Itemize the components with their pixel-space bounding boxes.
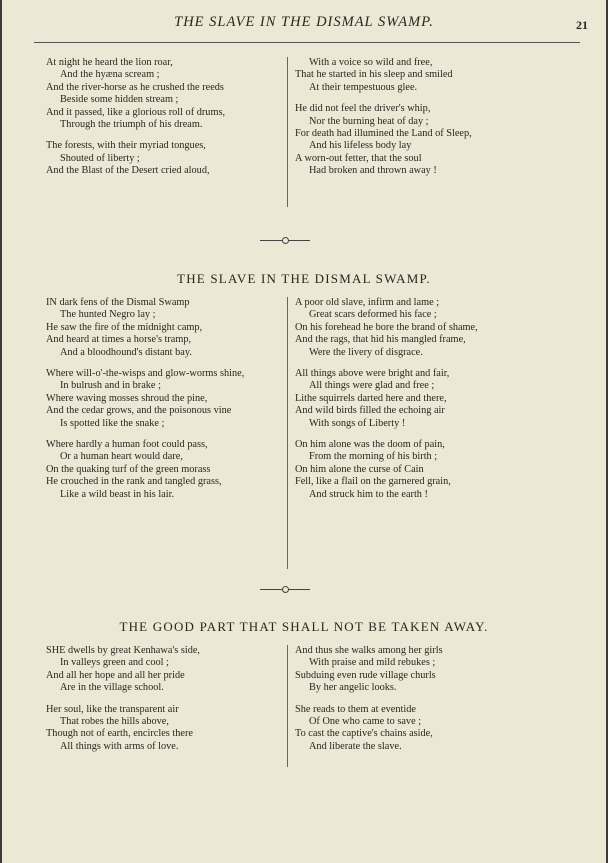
poem-line: Her soul, like the transparent air [46, 703, 179, 715]
poem-line: That robes the hills above, [60, 716, 169, 728]
poem-line: That he started in his sleep and smiled [295, 69, 453, 81]
poem-line: Where hardly a human foot could pass, [46, 439, 208, 451]
poem-line: Or a human heart would dare, [60, 451, 183, 463]
poem-line: A poor old slave, infirm and lame ; [295, 297, 440, 308]
poem-line: He crouched in the rank and tangled grass, [46, 476, 222, 488]
stanza [295, 439, 532, 501]
column-divider [287, 645, 288, 767]
poem-line: Lithe squirrels darted here and there, [295, 392, 447, 404]
poem-line: And his lifeless body lay [309, 140, 412, 152]
poem-line: All things above were bright and fair, [295, 368, 450, 380]
header-rule [34, 42, 580, 43]
poem-line: From the morning of his birth ; [309, 451, 438, 463]
poem-line: For death had illumined the Land of Sleep, [295, 128, 472, 140]
poem-line: All things were glad and free ; [309, 380, 435, 392]
poem-line: And liberate the slave. [309, 740, 402, 752]
poem-line: With songs of Liberty ! [309, 417, 406, 429]
poem-line: She reads to them at eventide [295, 703, 416, 715]
poem-line: And the Blast of the Desert cried aloud, [46, 165, 210, 177]
poem-line: Fell, like a flail on the garnered grain, [295, 476, 451, 488]
poem-line: And heard at times a horse's tramp, [46, 334, 192, 346]
running-head: THE SLAVE IN THE DISMAL SWAMP. [174, 14, 434, 30]
poem-line: In valleys green and cool ; [60, 657, 169, 669]
poem-line: He saw the fire of the midnight camp, [46, 321, 203, 333]
stanza [295, 704, 532, 754]
poem-line: And the river-horse as he crushed the reeds [46, 81, 224, 93]
stanza [295, 297, 532, 359]
poem-line: By her angelic looks. [309, 682, 397, 694]
poem-title: THE SLAVE IN THE DISMAL SWAMP. [177, 271, 431, 286]
right-column [295, 297, 532, 510]
left-column [46, 57, 280, 187]
poem-line: Beside some hidden stream ; [60, 94, 179, 106]
left-column [46, 645, 280, 762]
poem-line: On him alone was the doom of pain, [295, 439, 445, 451]
poem-line: Are in the village school. [60, 682, 164, 694]
poem-line: IN dark fens of the Dismal Swamp [46, 297, 190, 308]
poem-line: Though not of earth, encircles there [46, 728, 193, 740]
poem-line: With praise and mild rebukes ; [309, 657, 436, 669]
poem-line: Had broken and thrown away ! [309, 165, 437, 177]
poem-line: At night he heard the lion roar, [46, 57, 173, 68]
poem-line: Nor the burning heat of day ; [309, 115, 429, 127]
poem-line: And wild birds filled the echoing air [295, 405, 445, 417]
stanza [46, 439, 280, 501]
poem-line: Where waving mosses shroud the pine, [46, 392, 208, 404]
poem-line: The hunted Negro lay ; [60, 309, 156, 321]
poem-line: On his forehead he bore the brand of shame, [295, 321, 478, 333]
poem-line: He did not feel the driver's whip, [295, 103, 431, 115]
stanza [295, 103, 532, 177]
poem-line: Where will-o'-the-wisps and glow-worms shine, [46, 368, 245, 380]
poem-line: On him alone the curse of Cain [295, 463, 424, 475]
poem-line: A worn-out fetter, that the soul [295, 152, 422, 164]
left-column [46, 297, 280, 510]
poem-line: And the hyæna scream ; [60, 69, 160, 81]
poem-line: SHE dwells by great Kenhawa's side, [46, 645, 200, 656]
poem-line: To cast the captive's chains aside, [295, 728, 433, 740]
poem-line: Great scars deformed his face ; [309, 309, 437, 321]
poem-line: Of One who came to save ; [309, 716, 422, 728]
poem-line: On the quaking turf of the green morass [46, 463, 211, 475]
poem-line: And the cedar grows, and the poisonous vine [46, 405, 232, 417]
poem-line: The forests, with their myriad tongues, [46, 140, 206, 152]
stanza [295, 57, 532, 94]
page-number: 21 [576, 18, 588, 32]
section-ornament [260, 237, 310, 243]
stanza [46, 57, 280, 131]
poem-line: And struck him to the earth ! [309, 488, 428, 500]
poem-line: And the rags, that hid his mangled frame, [295, 334, 466, 346]
poem-line: In bulrush and in brake ; [60, 380, 161, 392]
column-divider [287, 57, 288, 207]
stanza [295, 645, 532, 695]
stanza [46, 297, 280, 359]
right-column [295, 57, 532, 187]
poem-line: And all her hope and all her pride [46, 669, 185, 681]
poem-line: Subduing even rude village churls [295, 669, 436, 681]
poem-line: Through the triumph of his dream. [60, 119, 203, 131]
poem-title: THE GOOD PART THAT SHALL NOT BE TAKEN AWAY. [119, 619, 489, 634]
stanza [295, 368, 532, 430]
poem-line: Were the livery of disgrace. [309, 346, 423, 358]
stanza [46, 704, 280, 754]
poem-line: Like a wild beast in his lair. [60, 488, 175, 500]
section-ornament [260, 586, 310, 592]
poem-line: At their tempestuous glee. [309, 81, 418, 93]
poem-line: All things with arms of love. [60, 740, 179, 752]
stanza [46, 140, 280, 177]
stanza [46, 368, 280, 430]
poem-line: Shouted of liberty ; [60, 152, 140, 164]
right-column [295, 645, 532, 762]
stanza [46, 645, 280, 695]
poem-line: And a bloodhound's distant bay. [60, 346, 192, 358]
column-divider [287, 297, 288, 569]
poem-line: And thus she walks among her girls [295, 645, 443, 656]
poem-line: Is spotted like the snake ; [60, 417, 165, 429]
poem-line: And it passed, like a glorious roll of drums, [46, 106, 226, 118]
poem-line: With a voice so wild and free, [309, 57, 433, 68]
